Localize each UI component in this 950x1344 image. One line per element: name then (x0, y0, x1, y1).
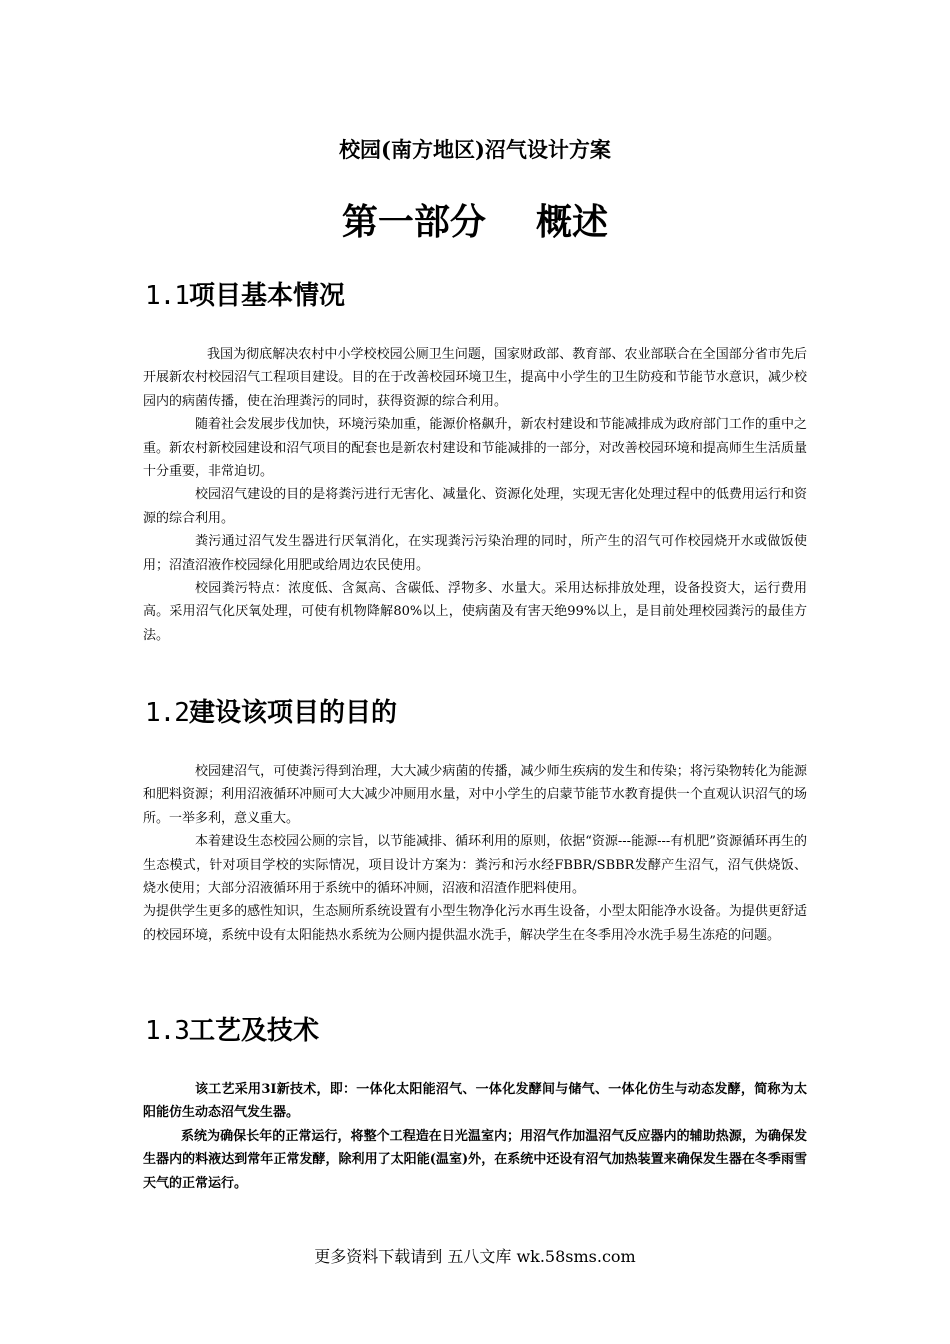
paragraph: 粪污通过沼气发生器进行厌氧消化，在实现粪污污染治理的同时，所产生的沼气可作校园烧开水或做饭使用；沼渣沼液作校园绿化用肥或给周边农民使用。 (143, 534, 807, 573)
paragraph: 校园建沼气，可使粪污得到治理，大大减少病菌的传播，减少师生疾病的发生和传染；将污染物转化为能源和肥料资源；利用沼液循环冲厕可大大减少冲厕用水量，对中小学生的启蒙节能节水教育提供一个直观认识沼气的场所。一举多利，意义重大。 (143, 764, 807, 826)
paragraph: 校园粪污特点：浓度低、含氮高、含碳低、浮物多、水量大。采用达标排放处理，设备投资大，运行费用高。采用沼气化厌氧处理，可使有机物降解80%以上，使病菌及有害天绝99%以上，是目前处理校园粪污的最佳方法。 (143, 581, 807, 643)
section-body-1-2 (143, 760, 807, 947)
paragraph: 校园沼气建设的目的是将粪污进行无害化、减量化、资源化处理，实现无害化处理过程中的低费用运行和资源的综合利用。 (143, 487, 807, 526)
section-number: 1.2 (145, 698, 189, 728)
section-heading-1-3 (145, 1014, 319, 1048)
paragraph: 为提供学生更多的感性知识，生态厕所系统设置有小型生物净化污水再生设备，小型太阳能净水设备。为提供更舒适的校园环境，系统中设有太阳能热水系统为公厕内提供温水洗手，解决学生在冬季用冷水洗手易生冻疮的问题。 (143, 904, 807, 943)
part-title: 第一部分 概述 (341, 201, 609, 243)
section-title: 项目基本情况 (188, 281, 345, 311)
section-heading-1-2 (145, 696, 397, 730)
section-body-1-3 (143, 1078, 807, 1195)
section-number: 1.1 (145, 281, 189, 311)
paragraph: 本着建设生态校园公厕的宗旨，以节能减排、循环利用的原则，依据“资源---能源---有机肥”资源循环再生的生态模式，针对项目学校的实际情况，项目设计方案为：粪污和污水经FBBR/SBBR发酵产生沼气，沼气供烧饭、烧水使用；大部分沼液循环用于系统中的循环冲厕，沼液和沼渣作肥料使用。 (143, 834, 807, 897)
footer-download-note: 更多资料下载请到 五八文库 wk.58sms.com (314, 1247, 636, 1266)
section-number: 1.3 (145, 1016, 189, 1046)
paragraph: 该工艺采用3I新技术，即：一体化太阳能沼气、一体化发酵间与储气、一体化仿生与动态发酵，简称为太阳能仿生动态沼气发生器。 (143, 1082, 807, 1121)
paragraph: 我国为彻底解决农村中小学校校园公厕卫生问题，国家财政部、教育部、农业部联合在全国部分省市先后开展新农村校园沼气工程项目建设。目的在于改善校园环境卫生，提高中小学生的卫生防疫和节能节水意识，减少校园内的病菌传播，使在治理粪污的同时，获得资源的综合利用。 (143, 347, 807, 409)
document-title: 校园(南方地区)沼气设计方案 (339, 137, 611, 162)
section-body-1-1 (143, 343, 807, 647)
paragraph: 随着社会发展步伐加快，环境污染加重，能源价格飙升，新农村建设和节能减排成为政府部门工作的重中之重。新农村新校园建设和沼气项目的配套也是新农村建设和节能减排的一部分，对改善校园环境和提高师生生活质量十分重要，非常迫切。 (143, 417, 807, 480)
section-title: 工艺及技术 (188, 1016, 319, 1046)
section-title: 建设该项目的目的 (188, 698, 397, 728)
paragraph: 系统为确保长年的正常运行，将整个工程造在日光温室内；用沼气作加温沼气反应器内的辅助热源，为确保发生器内的料液达到常年正常发酵，除利用了太阳能(温室)外，在系统中还设有沼气加热装置来确保发生器在冬季雨雪天气的正常运行。 (143, 1128, 807, 1191)
section-heading-1-1 (145, 279, 345, 313)
